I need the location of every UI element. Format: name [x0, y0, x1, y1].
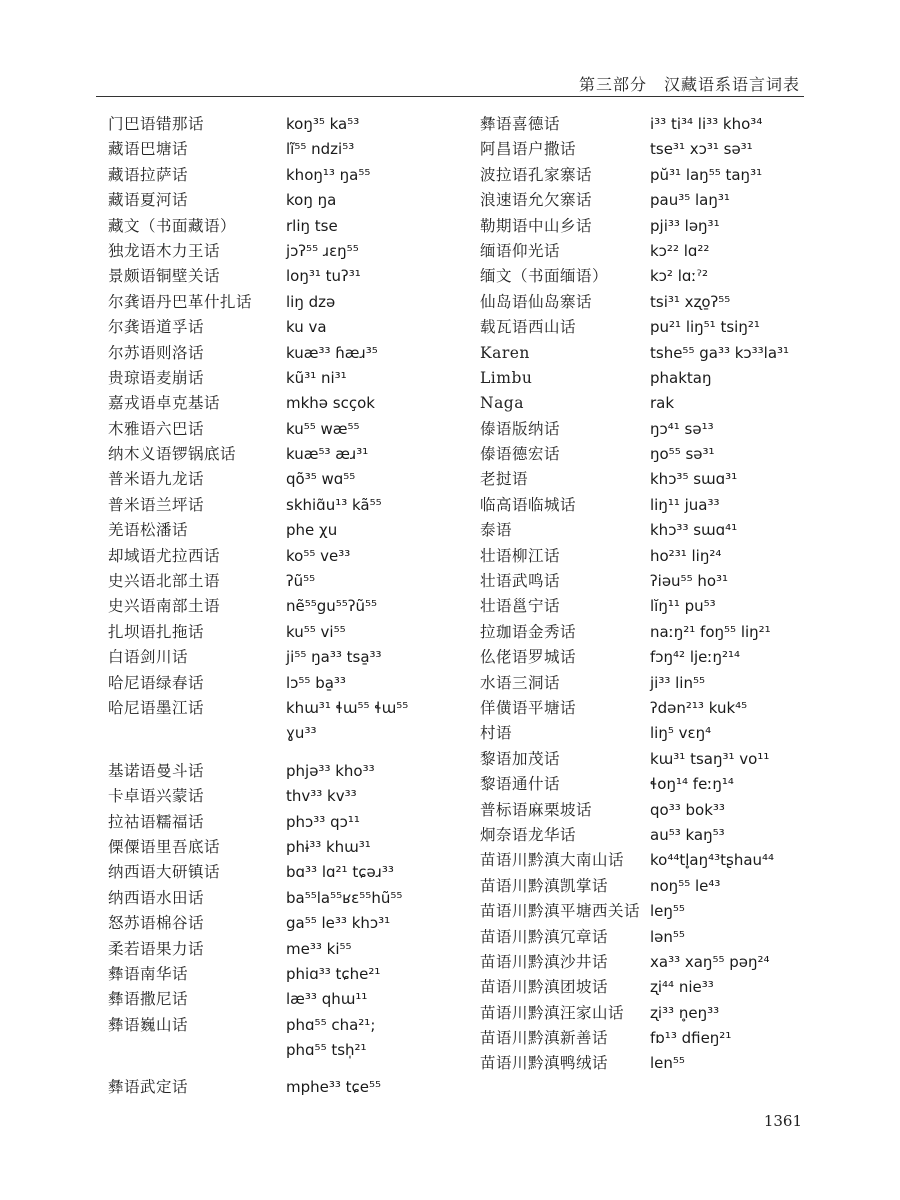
- language-name: 基诺语曼斗话: [108, 761, 205, 780]
- word-form: lĩ⁵⁵ ndzi⁵³: [286, 140, 355, 159]
- language-name: 普米语九龙话: [108, 470, 205, 489]
- language-name: 贵琼语麦崩话: [108, 368, 205, 387]
- word-form: phe χu: [286, 521, 338, 540]
- word-form: ʐi⁴⁴ nie³³: [650, 978, 714, 997]
- word-form: xa³³ xaŋ⁵⁵ pəŋ²⁴: [650, 952, 770, 971]
- language-name: 浪速语允欠寨话: [480, 191, 593, 210]
- word-form: ŋɔ⁴¹ sə¹³: [650, 419, 714, 438]
- table-row: [480, 696, 840, 721]
- language-name: 彝语撒尼话: [108, 990, 189, 1009]
- word-form: qo³³ bok³³: [650, 800, 725, 819]
- word-form: ku va: [286, 318, 327, 337]
- table-row: [480, 620, 840, 645]
- word-form: lĭŋ¹¹ pu⁵³: [650, 597, 716, 616]
- language-name: 壮语邕宁话: [480, 597, 561, 616]
- left-column: [108, 112, 478, 1101]
- language-name: 仙岛语仙岛寨话: [480, 292, 593, 311]
- table-row: [108, 163, 478, 188]
- word-form: khɔ³³ sɯɑ⁴¹: [650, 521, 738, 540]
- table-row: [480, 1001, 840, 1026]
- table-row: [480, 848, 840, 873]
- word-form: ku⁵⁵ vi⁵⁵: [286, 622, 346, 641]
- word-form: koŋ ŋa: [286, 191, 337, 210]
- row-spacer: [108, 1063, 478, 1075]
- word-form: i³³ ti³⁴ li³³ kho³⁴: [650, 115, 763, 133]
- language-name: 羌语松潘话: [108, 521, 189, 540]
- table-row: [480, 671, 840, 696]
- word-form: rak: [650, 394, 675, 413]
- page-number: 1361: [763, 1112, 802, 1130]
- word-form: ga⁵⁵ le³³ khɔ³¹: [286, 914, 391, 933]
- word-form: læ³³ qhɯ¹¹: [286, 990, 368, 1009]
- word-form: kɯ³¹ tsaŋ³¹ vo¹¹: [650, 749, 770, 768]
- table-row: [480, 366, 840, 391]
- table-row: [480, 214, 840, 239]
- table-row: [480, 315, 840, 340]
- word-form: au⁵³ kaŋ⁵³: [650, 825, 725, 844]
- word-form: me³³ ki⁵⁵: [286, 939, 352, 958]
- table-row: [108, 239, 478, 264]
- word-form: bɑ³³ lɑ²¹ tɕəɹ³³: [286, 863, 394, 882]
- header-title: 第三部分 汉藏语系语言词表: [578, 75, 800, 94]
- table-row: [108, 810, 478, 835]
- language-name: 门巴语错那话: [108, 115, 205, 133]
- table-row: [108, 341, 478, 366]
- table-row: [480, 467, 840, 492]
- word-form: lən⁵⁵: [650, 927, 685, 946]
- table-row: [108, 366, 478, 391]
- word-form: ho²³¹ liŋ²⁴: [650, 546, 722, 565]
- language-name: Karen: [480, 343, 530, 362]
- language-name: 苗语川黔滇鸭绒话: [480, 1054, 609, 1073]
- language-name: 卡卓语兴蒙话: [108, 787, 205, 806]
- language-name: 波拉语孔家寨话: [480, 165, 593, 184]
- language-name: 仫佬语罗城话: [480, 648, 577, 667]
- word-form: ŋo⁵⁵ sə³¹: [650, 445, 715, 464]
- table-row: [480, 493, 840, 518]
- table-row: [480, 1051, 840, 1076]
- table-row: [480, 721, 840, 746]
- word-form: kuæ³³ ɦæɹ³⁵: [286, 343, 378, 362]
- word-form: phɑ⁵⁵ tsh̩²¹: [286, 1041, 367, 1060]
- table-row: [108, 442, 478, 467]
- table-row: [108, 1013, 478, 1038]
- word-form: pau³⁵ laŋ³¹: [650, 191, 730, 210]
- word-form: kɔ²² lɑ²²: [650, 241, 710, 260]
- table-row: [480, 264, 840, 289]
- table-row: [480, 772, 840, 797]
- language-name: 泰语: [480, 521, 513, 540]
- language-name: 缅文（书面缅语）: [480, 267, 609, 286]
- language-name: 阿昌语户撒话: [480, 140, 577, 159]
- table-row: [108, 784, 478, 809]
- language-name: 白语剑川话: [108, 648, 189, 667]
- word-form: khɯ³¹ ɬɯ⁵⁵ ɬɯ⁵⁵: [286, 698, 409, 717]
- table-row: [480, 391, 840, 416]
- language-name: 景颇语铜壁关话: [108, 267, 221, 286]
- language-name: 纳西语大研镇话: [108, 863, 221, 882]
- language-name: 傣语版纳话: [480, 419, 561, 438]
- language-name: 柔若语果力话: [108, 939, 205, 958]
- table-row: [108, 315, 478, 340]
- language-name: 苗语川黔滇平塘西关话: [480, 902, 641, 921]
- table-row: [480, 290, 840, 315]
- language-name: 苗语川黔滇冗章话: [480, 927, 609, 946]
- word-form: kuæ⁵³ æɹ³¹: [286, 445, 369, 464]
- table-row: [108, 594, 478, 619]
- word-form: ko⁴⁴tl̥aŋ⁴³tʂhau⁴⁴: [650, 851, 775, 870]
- word-form: fɒ¹³ dfieŋ²¹: [650, 1029, 732, 1048]
- table-row: [108, 962, 478, 987]
- table-row: [108, 518, 478, 543]
- table-row: [480, 417, 840, 442]
- word-form: khoŋ¹³ ŋa⁵⁵: [286, 165, 371, 184]
- word-form: ji⁵⁵ ŋa³³ tsa̱³³: [286, 648, 382, 667]
- word-form: ʔũ⁵⁵: [286, 572, 316, 591]
- table-row: [480, 975, 840, 1000]
- language-name: 哈尼语墨江话: [108, 698, 205, 717]
- language-name: 嘉戎语卓克基话: [108, 394, 221, 413]
- word-form: phɑ⁵⁵ cha²¹;: [286, 1015, 376, 1034]
- table-row: [480, 239, 840, 264]
- word-form: mphe³³ tɕe⁵⁵: [286, 1078, 382, 1097]
- word-form: mkhə scçok: [286, 394, 375, 413]
- language-name: 苗语川黔滇大南山话: [480, 851, 625, 870]
- table-row: [108, 937, 478, 962]
- language-name: 苗语川黔滇新善话: [480, 1029, 609, 1048]
- word-form: ʔdən²¹³ kuk⁴⁵: [650, 698, 748, 717]
- word-form: rliŋ tse: [286, 216, 338, 235]
- table-row: [108, 214, 478, 239]
- row-spacer: [108, 747, 478, 759]
- table-row: [480, 645, 840, 670]
- table-row: [108, 620, 478, 645]
- table-row: [480, 594, 840, 619]
- table-row: [108, 721, 478, 746]
- language-name: 黎语加茂话: [480, 749, 561, 768]
- language-name: 尔龚语道孚话: [108, 318, 205, 337]
- word-form: phaktaŋ: [650, 368, 712, 387]
- table-row: [108, 645, 478, 670]
- word-form: pu²¹ liŋ⁵¹ tsiŋ²¹: [650, 318, 760, 337]
- header-rule: [96, 96, 804, 97]
- language-name: 纳西语水田话: [108, 888, 205, 907]
- table-row: [480, 112, 840, 137]
- table-row: [108, 391, 478, 416]
- table-row: [108, 671, 478, 696]
- word-form: liŋ¹¹ jua³³: [650, 495, 720, 514]
- language-name: Naga: [480, 394, 524, 413]
- language-name: 独龙语木力王话: [108, 241, 221, 260]
- word-form: noŋ⁵⁵ le⁴³: [650, 876, 721, 895]
- word-form: tshe⁵⁵ ga³³ kɔ³³la³¹: [650, 343, 790, 362]
- language-name: 却域语尤拉西话: [108, 546, 221, 565]
- language-name: 苗语川黔滇沙井话: [480, 952, 609, 971]
- language-name: 佯僙语平塘话: [480, 698, 577, 717]
- word-form: koŋ³⁵ ka⁵³: [286, 115, 360, 133]
- language-name: 彝语武定话: [108, 1078, 189, 1097]
- language-name: 彝语喜德话: [480, 115, 561, 133]
- table-row: [480, 137, 840, 162]
- word-form: phɔ³³ qɔ¹¹: [286, 812, 360, 831]
- language-name: 史兴语北部土语: [108, 572, 221, 591]
- language-name: 壮语柳江话: [480, 546, 561, 565]
- table-row: [108, 137, 478, 162]
- word-form: skhiɑ̃u¹³ kã⁵⁵: [286, 495, 382, 514]
- word-form: ji³³ lin⁵⁵: [650, 673, 705, 692]
- word-form: phiɑ³³ tɕhe²¹: [286, 964, 381, 983]
- table-row: [108, 759, 478, 784]
- language-name: 普米语兰坪话: [108, 495, 205, 514]
- language-name: 尔苏语则洛话: [108, 343, 205, 362]
- word-form: phjə³³ kho³³: [286, 761, 375, 780]
- table-row: [108, 860, 478, 885]
- word-form: ɬoŋ¹⁴ feːŋ¹⁴: [650, 775, 734, 794]
- language-name: 苗语川黔滇凯掌话: [480, 876, 609, 895]
- language-name: 怒苏语棉谷话: [108, 914, 205, 933]
- table-row: [108, 696, 478, 721]
- table-row: [480, 899, 840, 924]
- language-name: 拉祜语糯福话: [108, 812, 205, 831]
- table-row: [480, 341, 840, 366]
- table-row: [108, 112, 478, 137]
- table-row: [480, 442, 840, 467]
- language-name: 黎语通什话: [480, 775, 561, 794]
- word-form: liŋ dzə: [286, 292, 336, 311]
- language-name: 载瓦语西山话: [480, 318, 577, 337]
- language-name: 苗语川黔滇汪家山话: [480, 1003, 625, 1022]
- language-name: Limbu: [480, 368, 533, 387]
- language-name: 村语: [480, 724, 513, 743]
- word-form: pji³³ ləŋ³¹: [650, 216, 720, 235]
- word-form: ba⁵⁵la⁵⁵ʁɛ⁵⁵hũ⁵⁵: [286, 888, 403, 907]
- word-form: ku⁵⁵ wæ⁵⁵: [286, 419, 360, 438]
- language-name: 缅语仰光话: [480, 241, 561, 260]
- table-row: [108, 417, 478, 442]
- table-row: [480, 1026, 840, 1051]
- language-name: 临高语临城话: [480, 495, 577, 514]
- language-name: 壮语武鸣话: [480, 572, 561, 591]
- right-column: [480, 112, 840, 1077]
- language-name: 拉珈语金秀话: [480, 622, 577, 641]
- language-name: 木雅语六巴话: [108, 419, 205, 438]
- table-row: [108, 987, 478, 1012]
- word-form: lɔ⁵⁵ ba̱³³: [286, 673, 346, 692]
- word-form: liŋ⁵ vɛŋ⁴: [650, 724, 712, 743]
- table-row: [480, 950, 840, 975]
- table-row: [108, 264, 478, 289]
- language-name: 藏语巴塘话: [108, 140, 189, 159]
- word-form: fɔŋ⁴² ljeːŋ²¹⁴: [650, 648, 740, 667]
- word-form: tse³¹ xɔ³¹ sə³¹: [650, 140, 753, 159]
- table-row: [480, 569, 840, 594]
- table-row: [480, 188, 840, 213]
- table-row: [108, 911, 478, 936]
- word-form: ɣu³³: [286, 724, 317, 743]
- language-name: 哈尼语绿春话: [108, 673, 205, 692]
- table-row: [108, 290, 478, 315]
- word-form: tsi³¹ xʐo̱ʔ⁵⁵: [650, 292, 731, 311]
- word-form: ko⁵⁵ ve³³: [286, 546, 351, 565]
- word-form: jɔʔ⁵⁵ ɹɛŋ⁵⁵: [286, 241, 359, 260]
- word-form: thv³³ kv³³: [286, 787, 357, 806]
- language-name: 水语三洞话: [480, 673, 561, 692]
- word-form: khɔ³⁵ sɯɑ³¹: [650, 470, 738, 489]
- table-row: [108, 1038, 478, 1063]
- language-name: 普标语麻栗坡话: [480, 800, 593, 819]
- language-name: 傈僳语里吾底话: [108, 837, 221, 856]
- language-name: 藏文（书面藏语）: [108, 216, 237, 235]
- word-form: pŭ³¹ laŋ⁵⁵ taŋ³¹: [650, 165, 763, 184]
- language-name: 勒期语中山乡话: [480, 216, 593, 235]
- table-row: [480, 544, 840, 569]
- language-name: 纳木义语锣锅底话: [108, 445, 237, 464]
- table-row: [480, 518, 840, 543]
- table-row: [108, 1075, 478, 1100]
- word-form: qõ³⁵ wɑ⁵⁵: [286, 470, 356, 489]
- table-row: [480, 798, 840, 823]
- language-name: 尔龚语丹巴革什扎话: [108, 292, 253, 311]
- language-name: 藏语夏河话: [108, 191, 189, 210]
- word-form: nẽ⁵⁵gu⁵⁵ʔũ⁵⁵: [286, 597, 378, 616]
- word-form: leŋ⁵⁵: [650, 902, 685, 921]
- table-row: [108, 569, 478, 594]
- table-row: [108, 188, 478, 213]
- word-form: phɨ³³ khɯ³¹: [286, 837, 371, 856]
- language-name: 傣语德宏话: [480, 445, 561, 464]
- word-form: ʐi³³ n̥eŋ³³: [650, 1003, 720, 1022]
- language-name: 老挝语: [480, 470, 529, 489]
- language-name: 炯奈语龙华话: [480, 825, 577, 844]
- language-name: 扎坝语扎拖话: [108, 622, 205, 641]
- table-row: [480, 163, 840, 188]
- word-form: ʔiəu⁵⁵ ho³¹: [650, 572, 729, 591]
- word-form: len⁵⁵: [650, 1054, 685, 1073]
- language-name: 彝语巍山话: [108, 1015, 189, 1034]
- language-name: 史兴语南部土语: [108, 597, 221, 616]
- table-row: [480, 747, 840, 772]
- table-row: [108, 544, 478, 569]
- table-row: [108, 835, 478, 860]
- word-form: kɔ² lɑːˀ²: [650, 267, 709, 286]
- table-row: [108, 493, 478, 518]
- language-name: 苗语川黔滇团坡话: [480, 978, 609, 997]
- table-row: [480, 874, 840, 899]
- table-row: [480, 823, 840, 848]
- language-name: 藏语拉萨话: [108, 165, 189, 184]
- language-name: 彝语南华话: [108, 964, 189, 983]
- table-row: [108, 886, 478, 911]
- table-row: [480, 925, 840, 950]
- word-form: loŋ³¹ tuʔ³¹: [286, 267, 361, 286]
- word-form: naːŋ²¹ foŋ⁵⁵ liŋ²¹: [650, 622, 771, 641]
- table-row: [108, 467, 478, 492]
- word-form: kũ³¹ ni³¹: [286, 368, 347, 387]
